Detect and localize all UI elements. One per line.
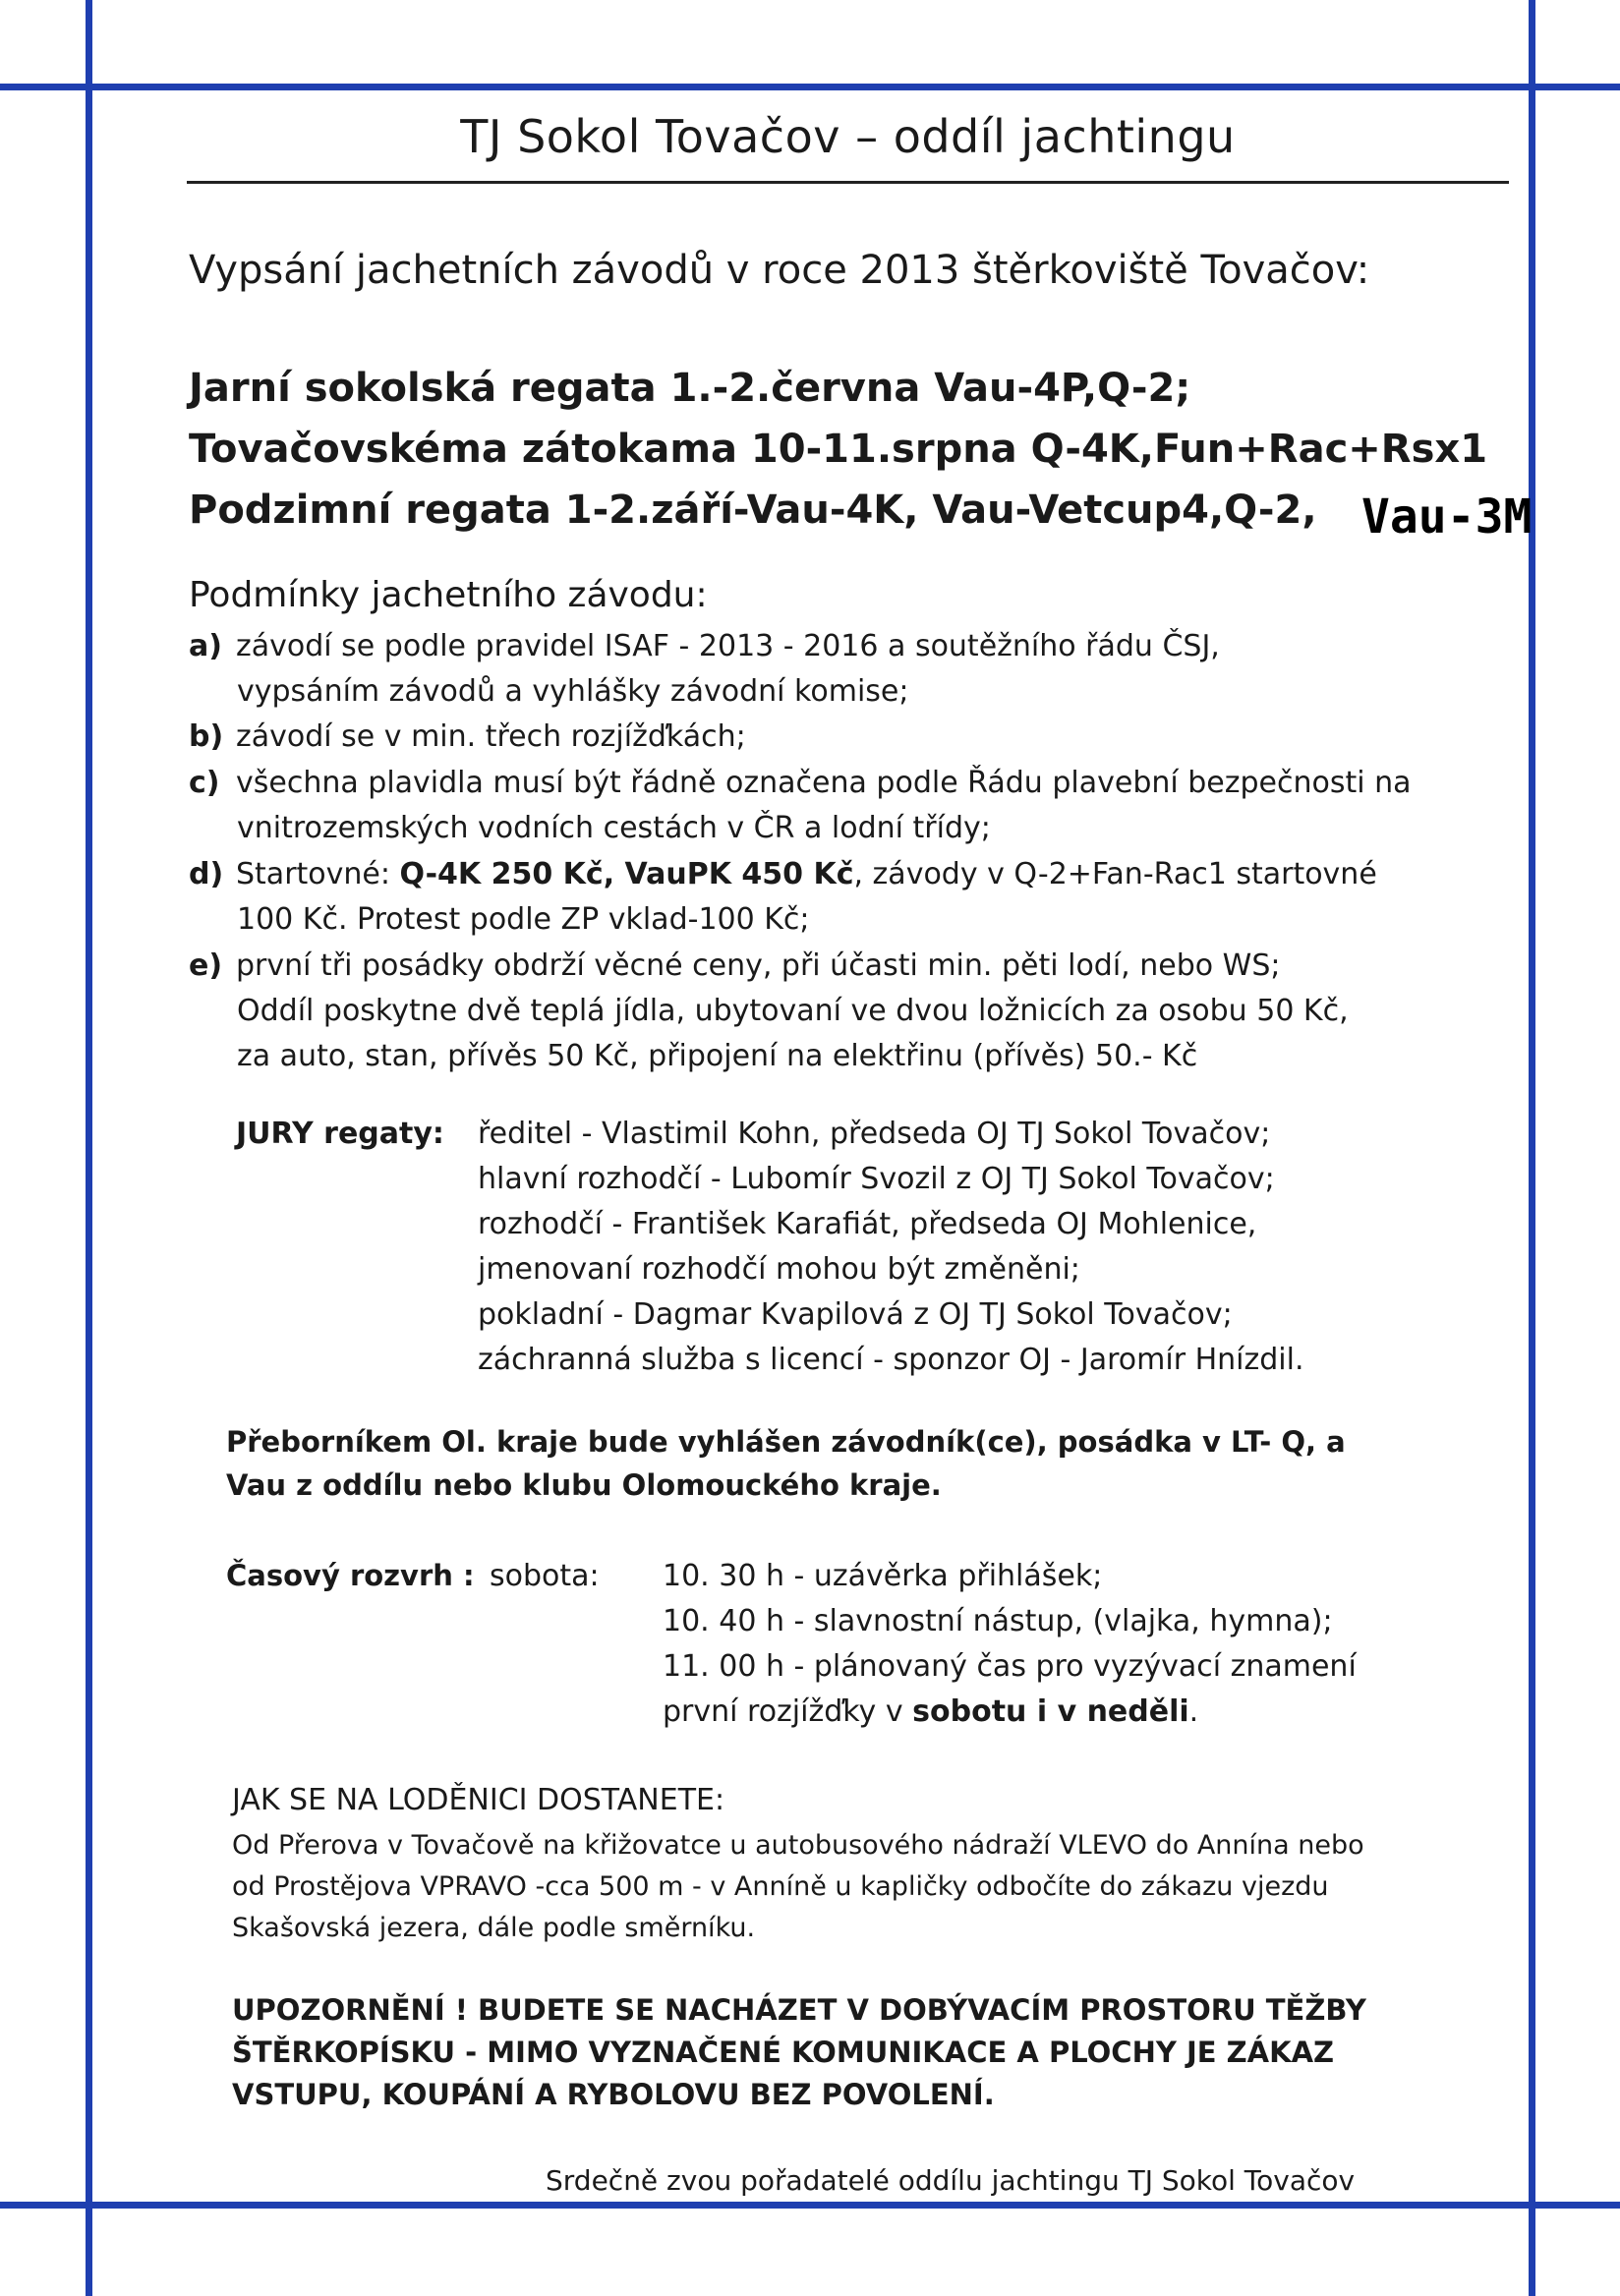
condition-item [189,948,1280,983]
schedule-text: . [1188,1694,1199,1729]
frame-line-top [0,84,1620,90]
condition-mark: d) [189,857,224,891]
condition-mark: e) [189,948,223,983]
regata-line: Podzimní regata 1-2.září-Vau-4K, Vau-Vetcup4,Q-2, [189,488,1317,533]
directions-line: od Prostějova VPRAVO -cca 500 m - v Anníně u kapličky odbočíte do zákazu vjezdu [232,1871,1329,1902]
schedule-day: sobota: [490,1559,600,1593]
handwritten-note: Vau-3M [1361,489,1533,545]
condition-item [189,719,746,754]
jury-line: rozhodčí - František Karafiát, předseda OJ Mohlenice, [478,1207,1257,1241]
frame-line-right [1529,0,1535,2296]
condition-text: všechna plavidla musí být řádně označena podle Řádu plavební bezpečnosti na [236,766,1412,800]
footer-invitation: Srdečně zvou pořadatelé oddílu jachtingu TJ Sokol Tovačov [546,2164,1356,2197]
entry-fee: Q-4K 250 Kč, VauPK 450 Kč [399,857,854,891]
condition-item [189,629,1220,663]
champion-line: Přeborníkem Ol. kraje bude vyhlášen závodník(ce), posádka v LT- Q, a [226,1425,1346,1459]
conditions-heading: Podmínky jachetního závodu: [189,575,708,615]
condition-text: 100 Kč. Protest podle ZP vklad-100 Kč; [237,902,810,937]
frame-line-bottom [0,2202,1620,2209]
condition-text: za auto, stan, přívěs 50 Kč, připojení na elektřinu (přívěs) 50.- Kč [237,1039,1198,1073]
subheading: Vypsání jachetních závodů v roce 2013 štěrkoviště Tovačov: [189,248,1370,293]
schedule-days: sobotu i v neděli [912,1694,1189,1729]
jury-line: hlavní rozhodčí - Lubomír Svozil z OJ TJ Sokol Tovačov; [478,1162,1275,1196]
schedule-line: 10. 30 h - uzávěrka přihlášek; [663,1559,1103,1593]
condition-text: , závody v Q-2+Fan-Rac1 startovné [853,857,1377,891]
condition-text: první tři posádky obdrží věcné ceny, při účasti min. pěti lodí, nebo WS; [236,948,1281,983]
condition-text: vnitrozemských vodních cestách v ČR a lodní třídy; [237,811,991,845]
condition-item [189,857,1377,891]
jury-line: jmenovaní rozhodčí mohou být změněni; [478,1252,1080,1287]
champion-line: Vau z oddílu nebo klubu Olomouckého kraje. [226,1468,942,1502]
condition-item [189,766,1412,800]
condition-text: Oddíl poskytne dvě teplá jídla, ubytovaní ve dvou ložnicích za osobu 50 Kč, [237,994,1349,1028]
condition-text: závodí se podle pravidel ISAF - 2013 - 2016 a soutěžního řádu ČSJ, [236,629,1220,663]
frame-line-left [86,0,92,2296]
jury-line: pokladní - Dagmar Kvapilová z OJ TJ Sokol Tovačov; [478,1297,1233,1332]
condition-text: Startovné: [236,857,400,891]
warning-line: UPOZORNĚNÍ ! BUDETE SE NACHÁZET V DOBÝVACÍM PROSTORU TĚŽBY [232,1993,1366,2027]
schedule-line [663,1694,1198,1729]
schedule-line: 11. 00 h - plánovaný čas pro vyzývací znamení [663,1649,1357,1684]
title-underline [187,181,1509,184]
regata-line: Tovačovskéma zátokama 10-11.srpna Q-4K,Fun+Rac+Rsx1 [189,427,1488,472]
directions-line: Od Přerova v Tovačově na křižovatce u autobusového nádraží VLEVO do Annína nebo [232,1830,1364,1861]
jury-line: záchranná služba s licencí - sponzor OJ - Jaromír Hnízdil. [478,1343,1304,1377]
directions-heading: JAK SE NA LODĚNICI DOSTANETE: [232,1783,725,1817]
condition-text: závodí se v min. třech rozjížďkách; [236,719,746,754]
warning-line: ŠTĚRKOPÍSKU - MIMO VYZNAČENÉ KOMUNIKACE A PLOCHY JE ZÁKAZ [232,2036,1335,2069]
warning-line: VSTUPU, KOUPÁNÍ A RYBOLOVU BEZ POVOLENÍ. [232,2078,995,2111]
jury-label: JURY regaty: [236,1117,444,1151]
schedule-text: první rozjížďky v [663,1694,913,1729]
directions-line: Skašovská jezera, dále podle směrníku. [232,1913,756,1943]
condition-mark: a) [189,629,222,663]
schedule-label: Časový rozvrh : [226,1559,475,1592]
condition-text: vypsáním závodů a vyhlášky závodní komise; [237,674,909,709]
schedule-line: 10. 40 h - slavnostní nástup, (vlajka, hymna); [663,1604,1333,1638]
page-title: TJ Sokol Tovačov – oddíl jachtingu [460,110,1236,163]
regata-line: Jarní sokolská regata 1.-2.června Vau-4P,Q-2; [189,366,1191,411]
condition-mark: c) [189,766,220,800]
jury-line: ředitel - Vlastimil Kohn, předseda OJ TJ Sokol Tovačov; [478,1117,1271,1151]
condition-mark: b) [189,719,224,754]
